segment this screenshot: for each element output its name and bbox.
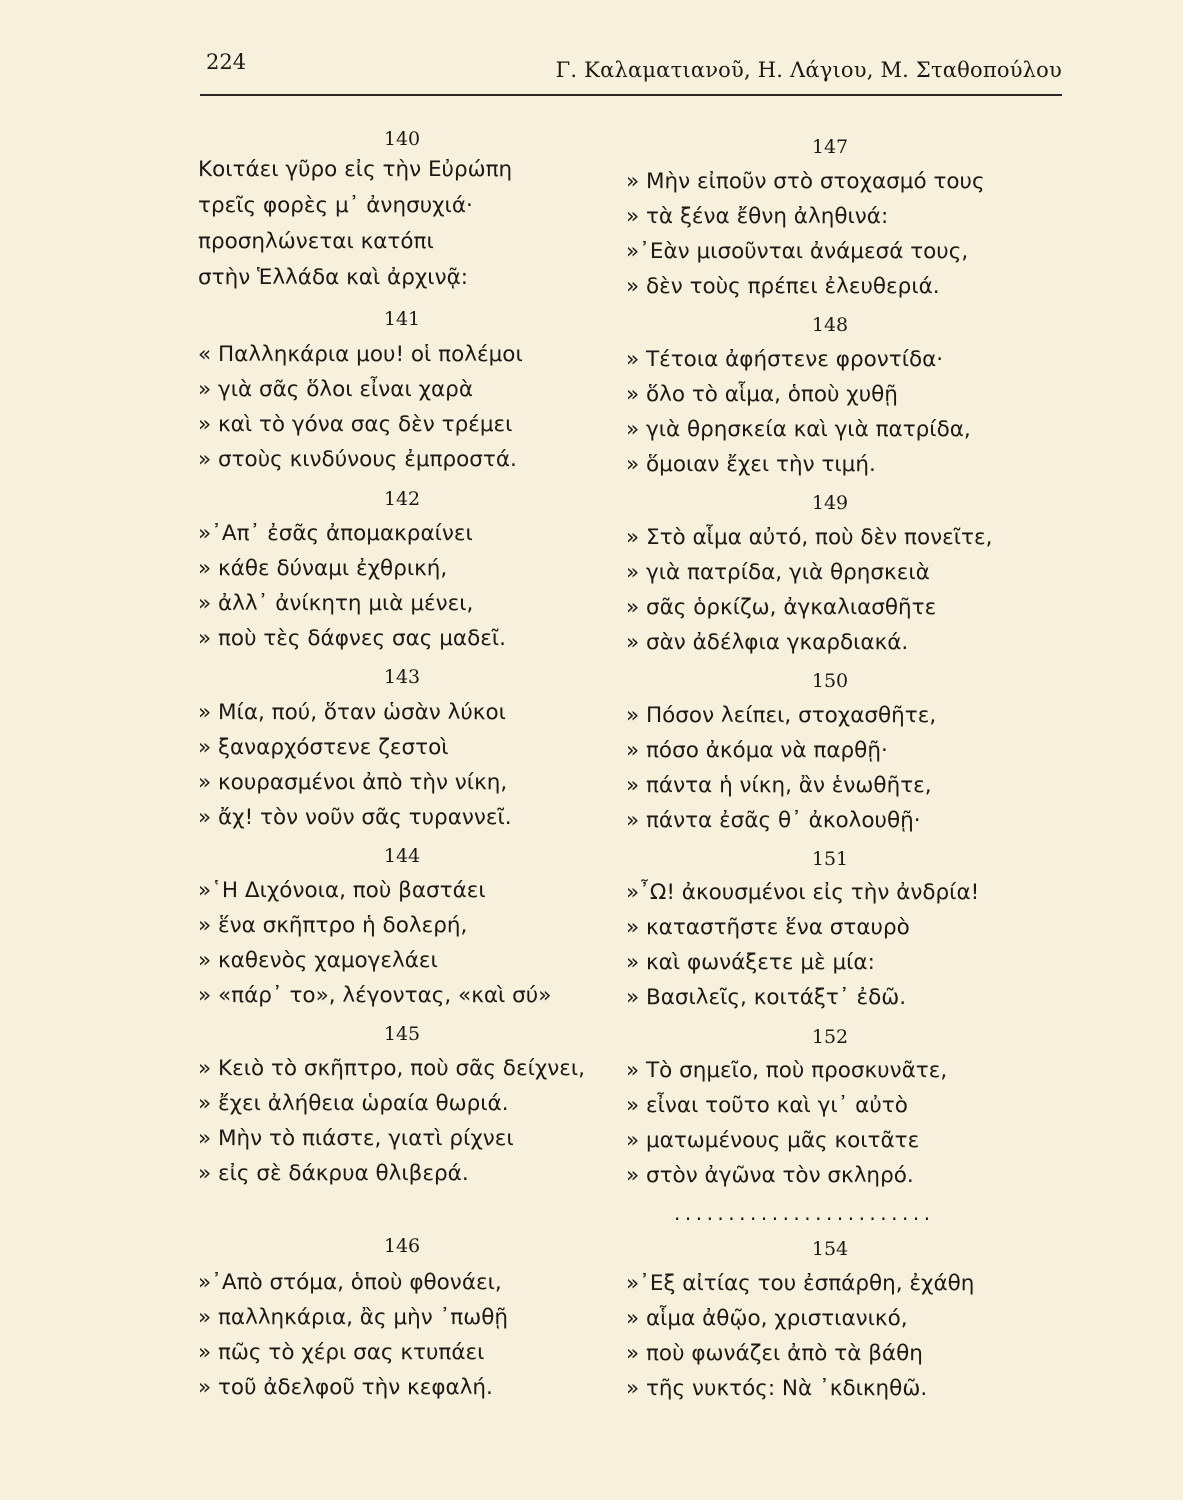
verse-line: » σὰν ἀδέλφια γκαρδιακά.: [626, 630, 909, 655]
verse-line: » «πάρ᾽ το», λέγοντας, «καὶ σύ»: [198, 983, 552, 1008]
stanza-number: 141: [383, 308, 421, 330]
verse-line: Κοιτάει γῦρο εἰς τὴν Εὐρώπη: [198, 157, 513, 182]
stanza-number: 142: [383, 488, 421, 510]
verse-line: » δὲν τοὺς πρέπει ἐλευθεριά.: [626, 274, 940, 299]
verse-line: » σᾶς ὁρκίζω, ἀγκαλιασθῆτε: [626, 595, 937, 620]
verse-line: » Μία, πού, ὅταν ὡσὰν λύκοι: [198, 700, 506, 725]
verse-line: » γιὰ σᾶς ὅλοι εἶναι χαρὰ: [198, 377, 473, 402]
stanza-number: 147: [811, 136, 849, 158]
verse-line: » Πόσον λείπει, στοχασθῆτε,: [626, 703, 937, 728]
verse-line: » ἀλλ᾽ ἀνίκητη μιὰ μένει,: [198, 591, 474, 616]
verse-line: » καταστῆστε ἕνα σταυρὸ: [626, 915, 910, 940]
verse-line: »᾽Απ᾽ ἐσᾶς ἀπομακραίνει: [198, 521, 473, 546]
page-header: [200, 44, 1062, 96]
verse-line: »᾽Εξ αἰτίας του ἐσπάρθη, ἐχάθη: [626, 1271, 975, 1296]
verse-line: » πῶς τὸ χέρι σας κτυπάει: [198, 1340, 485, 1365]
verse-line: » τὰ ξένα ἔθνη ἀληθινά:: [626, 204, 889, 229]
verse-line: » εἶναι τοῦτο καὶ γι᾽ αὐτὸ: [626, 1093, 908, 1118]
stanza-number: 149: [811, 492, 849, 514]
verse-line: » πάντα ἐσᾶς θ᾽ ἀκολουθῇ·: [626, 808, 921, 833]
verse-line: »᾽Εὰν μισοῦνται ἀνάμεσά τους,: [626, 239, 969, 264]
running-head: Γ. Καλαματιανοῦ, Η. Λάγιου, Μ. Σταθοπούλου: [555, 58, 1062, 82]
verse-line: » τοῦ ἀδελφοῦ τὴν κεφαλή.: [198, 1375, 493, 1400]
verse-line: « Παλληκάρια μου! οἱ πολέμοι: [198, 342, 523, 367]
verse-line: στὴν Ἑλλάδα καὶ ἀρχινᾷ:: [198, 265, 468, 290]
verse-line: » καὶ φωνάξετε μὲ μία:: [626, 950, 875, 975]
stanza-number: 150: [811, 670, 849, 692]
verse-line: τρεῖς φορὲς μ᾽ ἀνησυχιά·: [198, 193, 473, 218]
verse-line: » γιὰ πατρίδα, γιὰ θρησκειὰ: [626, 560, 930, 585]
stanza-number: 148: [811, 314, 849, 336]
verse-line: » στὸν ἀγῶνα τὸν σκληρό.: [626, 1163, 914, 1188]
stanza-number: 143: [383, 666, 421, 688]
stanza-number: 152: [811, 1026, 849, 1048]
verse-line: » Βασιλεῖς, κοιτάξτ᾽ ἐδῶ.: [626, 985, 907, 1010]
verse-line: » Μὴν τὸ πιάστε, γιατὶ ρίχνει: [198, 1126, 514, 1151]
verse-line: » ὅμοιαν ἔχει τὴν τιμή.: [626, 452, 876, 477]
verse-line: »῏Ω! ἀκουσμένοι εἰς τὴν ἀνδρία!: [626, 880, 980, 905]
verse-line: » στοὺς κινδύνους ἐμπροστά.: [198, 447, 517, 472]
verse-line: »᾽Απὸ στόμα, ὁποὺ φθονάει,: [198, 1270, 502, 1295]
verse-line: » Στὸ αἷμα αὐτό, ποὺ δὲν πονεῖτε,: [626, 525, 993, 550]
verse-line: » εἰς σὲ δάκρυα θλιβερά.: [198, 1161, 469, 1186]
page-number: 224: [206, 50, 247, 74]
verse-line: » ποὺ τὲς δάφνες σας μαδεῖ.: [198, 626, 506, 651]
stanza-number: 140: [383, 128, 421, 150]
verse-line: » τῆς νυκτός: Νὰ ᾽κδικηθῶ.: [626, 1376, 928, 1401]
verse-line: » Τέτοια ἀφήστενε φροντίδα·: [626, 347, 944, 372]
verse-line: » Μὴν εἰποῦν στὸ στοχασμό τους: [626, 169, 985, 194]
stanza-number: 154: [811, 1238, 849, 1260]
stanza-number: 146: [383, 1235, 421, 1257]
verse-line: » ποὺ φωνάζει ἀπὸ τὰ βάθη: [626, 1341, 923, 1366]
verse-line: » ἄχ! τὸν νοῦν σᾶς τυραννεῖ.: [198, 805, 512, 830]
verse-line: » ματωμένους μᾶς κοιτᾶτε: [626, 1128, 920, 1153]
verse-line: » αἷμα ἀθῷο, χριστιανικό,: [626, 1306, 908, 1331]
verse-line: » κάθε δύναμι ἐχθρική,: [198, 556, 448, 581]
verse-line: » παλληκάρια, ἂς μὴν ᾽πωθῇ: [198, 1305, 509, 1330]
stanza-number: 145: [383, 1023, 421, 1045]
verse-line: » καὶ τὸ γόνα σας δὲν τρέμει: [198, 412, 513, 437]
verse-line: » Τὸ σημεῖο, ποὺ προσκυνᾶτε,: [626, 1058, 948, 1083]
verse-line: » καθενὸς χαμογελάει: [198, 948, 438, 973]
verse-line: » Κειὸ τὸ σκῆπτρο, ποὺ σᾶς δείχνει,: [198, 1056, 586, 1081]
stanza-number: 144: [383, 845, 421, 867]
verse-line: » ὅλο τὸ αἷμα, ὁποὺ χυθῇ: [626, 382, 898, 407]
verse-line: » κουρασμένοι ἀπὸ τὴν νίκη,: [198, 770, 508, 795]
verse-line: » ξαναρχόστενε ζεστοὶ: [198, 735, 449, 760]
verse-line: προσηλώνεται κατόπι: [198, 229, 434, 254]
stanza-number: 151: [811, 848, 849, 870]
verse-line: » ἔχει ἀλήθεια ὡραία θωριά.: [198, 1091, 509, 1116]
verse-line: » γιὰ θρησκεία καὶ γιὰ πατρίδα,: [626, 417, 971, 442]
verse-line: » ἕνα σκῆπτρο ἡ δολερή,: [198, 913, 468, 938]
verse-line: » πάντα ἡ νίκη, ἂν ἑνωθῆτε,: [626, 773, 932, 798]
omission-dots: ........................: [674, 1201, 935, 1225]
verse-line: »῾Η Διχόνοια, ποὺ βαστάει: [198, 878, 486, 903]
verse-line: » πόσο ἀκόμα νὰ παρθῇ·: [626, 738, 888, 763]
